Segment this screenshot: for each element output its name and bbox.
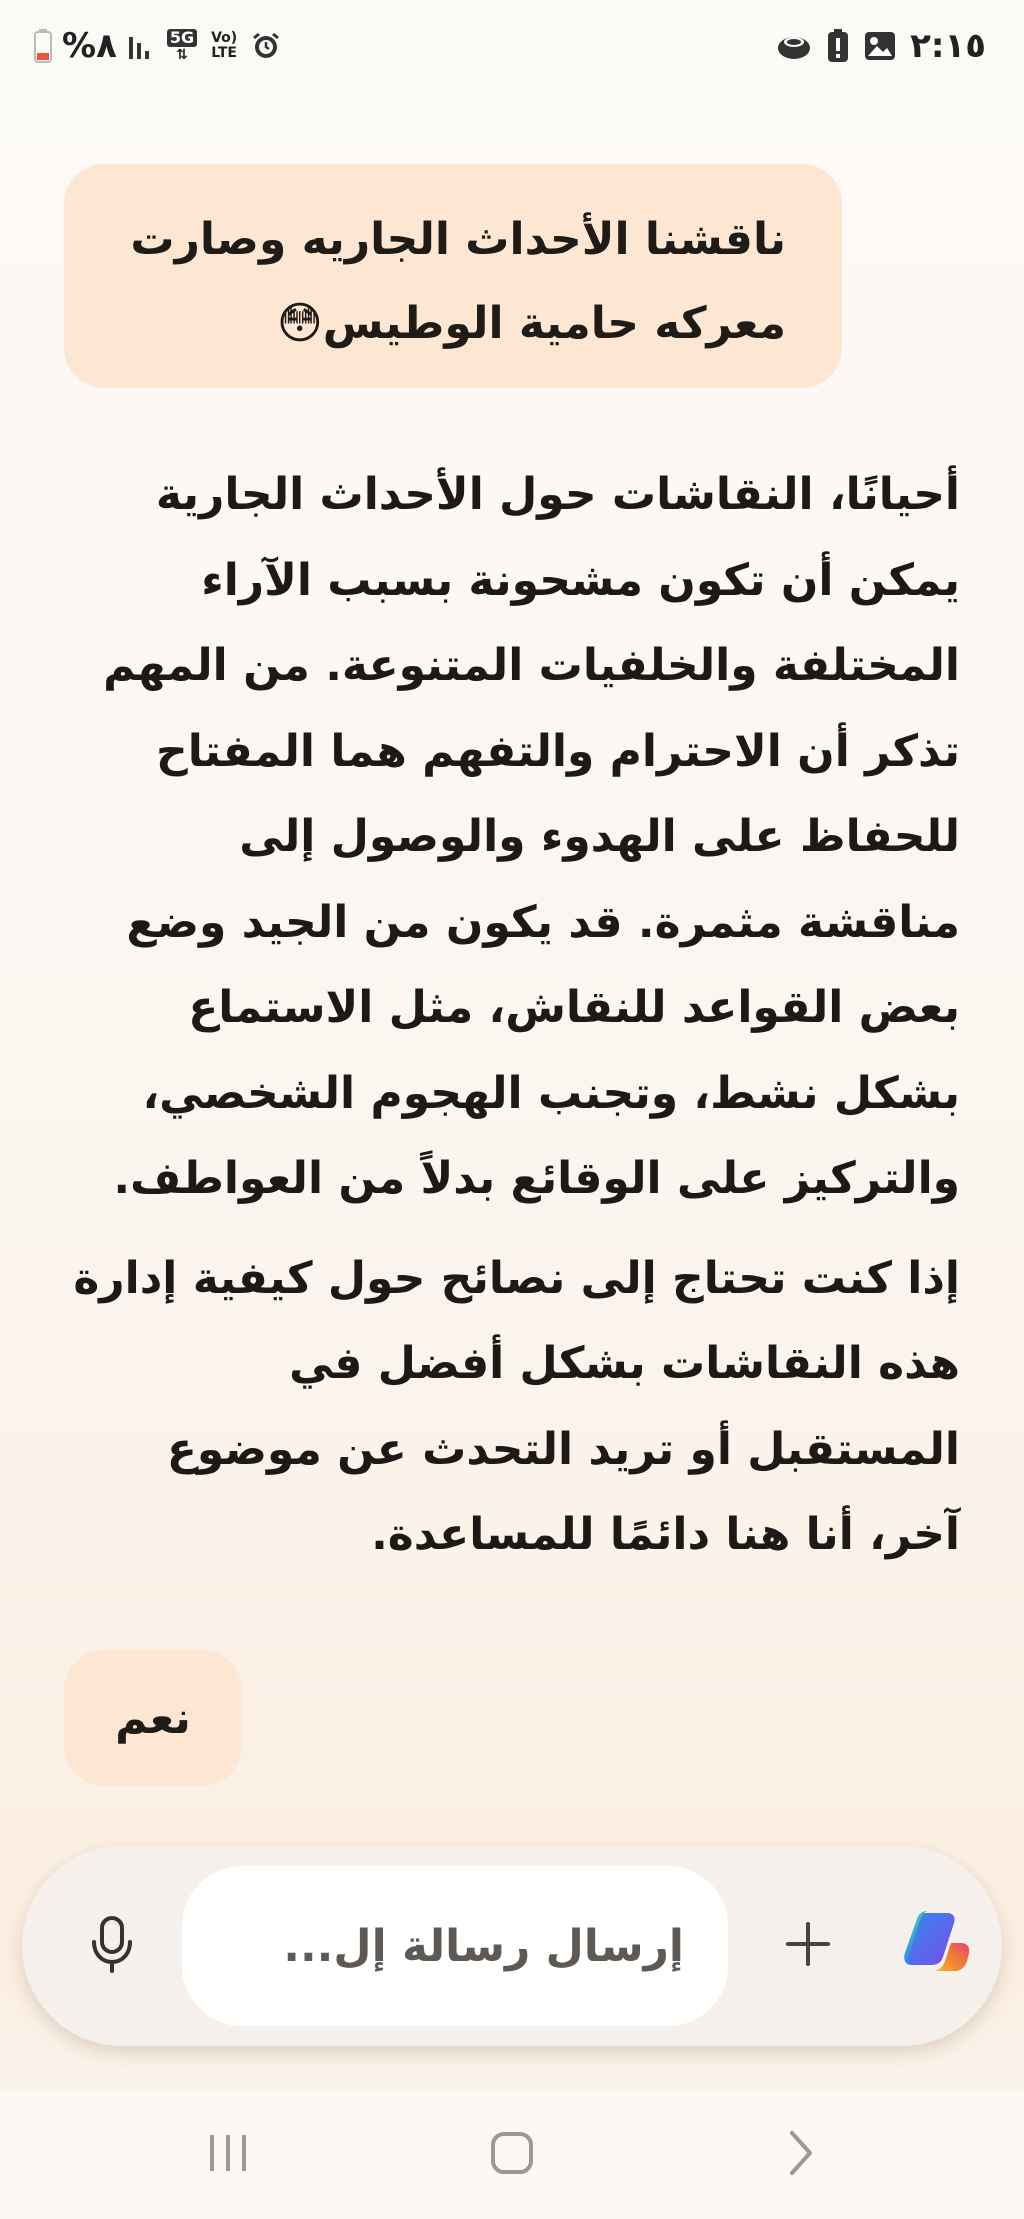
user-message-text: نعم — [115, 1692, 191, 1744]
assistant-paragraph: إذا كنت تحتاج إلى نصائح حول كيفية إدارة هذه النقاشات بشكل أفضل في المستقبل أو تريد التحدث عن موضوع آخر، أنا هنا دائمًا للمساعدة. — [73, 1252, 960, 1560]
user-message-text: ناقشنا الأحداث الجاريه وصارت معركه حامية الوطيس😳 — [130, 214, 786, 349]
status-left — [34, 26, 281, 66]
volte-icon — [207, 31, 241, 61]
volte-label: Vo) LTE — [211, 30, 238, 61]
signal-icon — [127, 31, 157, 61]
recents-button[interactable] — [188, 2120, 268, 2190]
copilot-button[interactable] — [898, 1904, 978, 1984]
home-button[interactable] — [472, 2120, 552, 2190]
message-composer — [22, 1846, 1002, 2046]
message-input-placeholder: إرسال رسالة إل... — [283, 1920, 684, 1972]
add-attachment-button[interactable] — [770, 1908, 846, 1984]
clock: ٢:١٥ — [910, 26, 986, 66]
5g-icon: 5G ⇅ — [167, 29, 197, 63]
plus-icon — [783, 1919, 833, 1973]
network-label: 5G — [167, 29, 197, 47]
user-message-bubble — [64, 164, 842, 388]
status-right — [776, 26, 986, 66]
back-icon — [780, 2129, 820, 2181]
battery-icon — [34, 29, 52, 63]
alarm-icon — [251, 31, 281, 61]
message-input[interactable] — [182, 1866, 728, 2026]
battery-percent: %٨ — [62, 26, 117, 66]
status-bar — [0, 0, 1024, 96]
microphone-button[interactable] — [74, 1908, 150, 1984]
back-button[interactable] — [760, 2120, 840, 2190]
assistant-paragraph: أحيانًا، النقاشات حول الأحداث الجارية يمكن أن تكون مشحونة بسبب الآراء المختلفة والخلفيات المتنوعة. من المهم تذكر أن الاحترام والتفهم هما المفتاح للحفاظ على الهدوء والوصول إلى مناقشة مثمرة. قد يكون من الجيد وضع بعض القواعد للنقاش، مثل الاستماع بشكل نشط، وتجنب الهجوم الشخصي، والتركيز على الوقائع بدلاً من العواطف. — [103, 469, 960, 1204]
recents-icon — [206, 2131, 250, 2179]
user-message-bubble — [64, 1650, 242, 1786]
data-saver-icon — [776, 31, 812, 61]
home-icon — [489, 2130, 535, 2180]
microphone-icon — [86, 1914, 138, 1978]
copilot-logo-icon — [903, 1909, 973, 1979]
navigation-bar — [0, 2090, 1024, 2219]
alert-icon — [826, 29, 850, 63]
assistant-message — [70, 452, 960, 1578]
image-icon — [864, 31, 896, 61]
